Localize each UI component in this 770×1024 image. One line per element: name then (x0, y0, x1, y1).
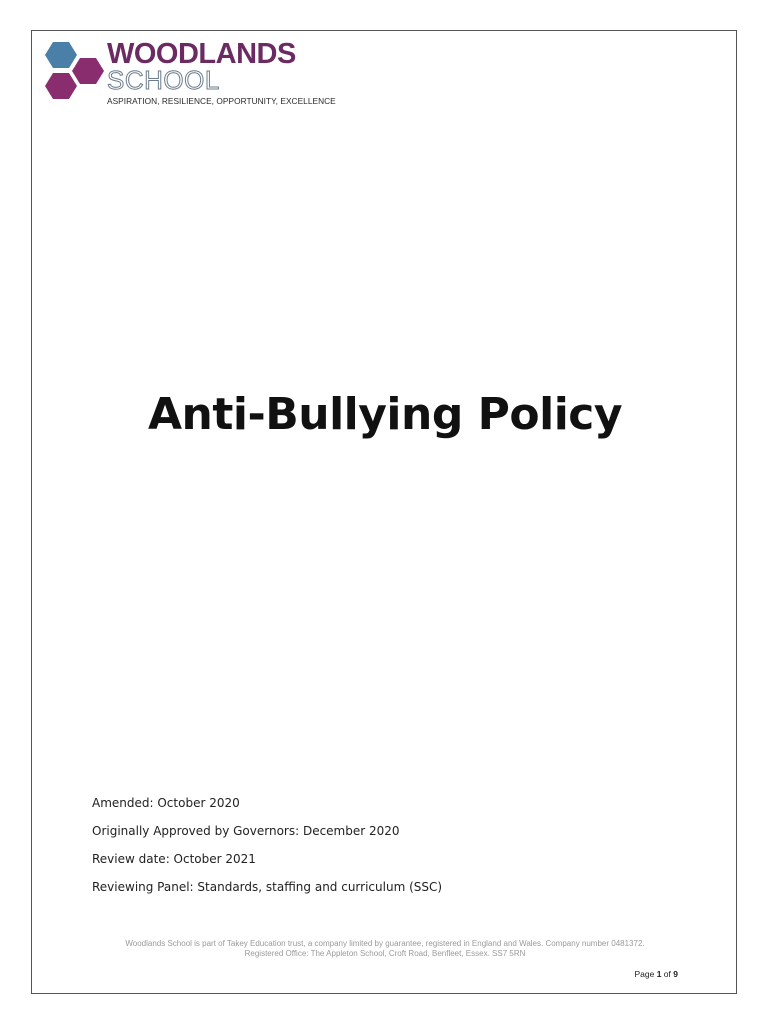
approved-line: Originally Approved by Governors: December 2020 (92, 824, 400, 838)
page-current: 1 (656, 969, 662, 979)
page-total: 9 (673, 969, 678, 979)
page-number (634, 969, 678, 979)
page-prefix: Page (634, 969, 655, 979)
amended-line: Amended: October 2020 (92, 796, 240, 810)
document-page (31, 30, 737, 994)
logo-tagline: ASPIRATION, RESILIENCE, OPPORTUNITY, EXCELLENCE (107, 96, 336, 106)
footer-line-company: Woodlands School is part of Takey Education trust, a company limited by guarantee, registered in England and Wales. Company number 0481372. (125, 939, 645, 948)
footer-line-office: Registered Office: The Appleton School, Croft Road, Benfleet, Essex. SS7 5RN (244, 949, 526, 958)
hexagon-logo-icon (44, 39, 106, 101)
logo-subtitle: SCHOOL (107, 65, 220, 95)
page-footer (32, 939, 738, 959)
school-logo (44, 38, 344, 106)
document-title: Anti-Bullying Policy (147, 389, 623, 440)
review-date-line: Review date: October 2021 (92, 852, 256, 866)
page-separator: of (663, 969, 671, 979)
document-meta (92, 795, 442, 907)
logo-name: WOODLANDS (107, 38, 296, 70)
reviewing-panel-line: Reviewing Panel: Standards, staffing and curriculum (SSC) (92, 880, 443, 894)
